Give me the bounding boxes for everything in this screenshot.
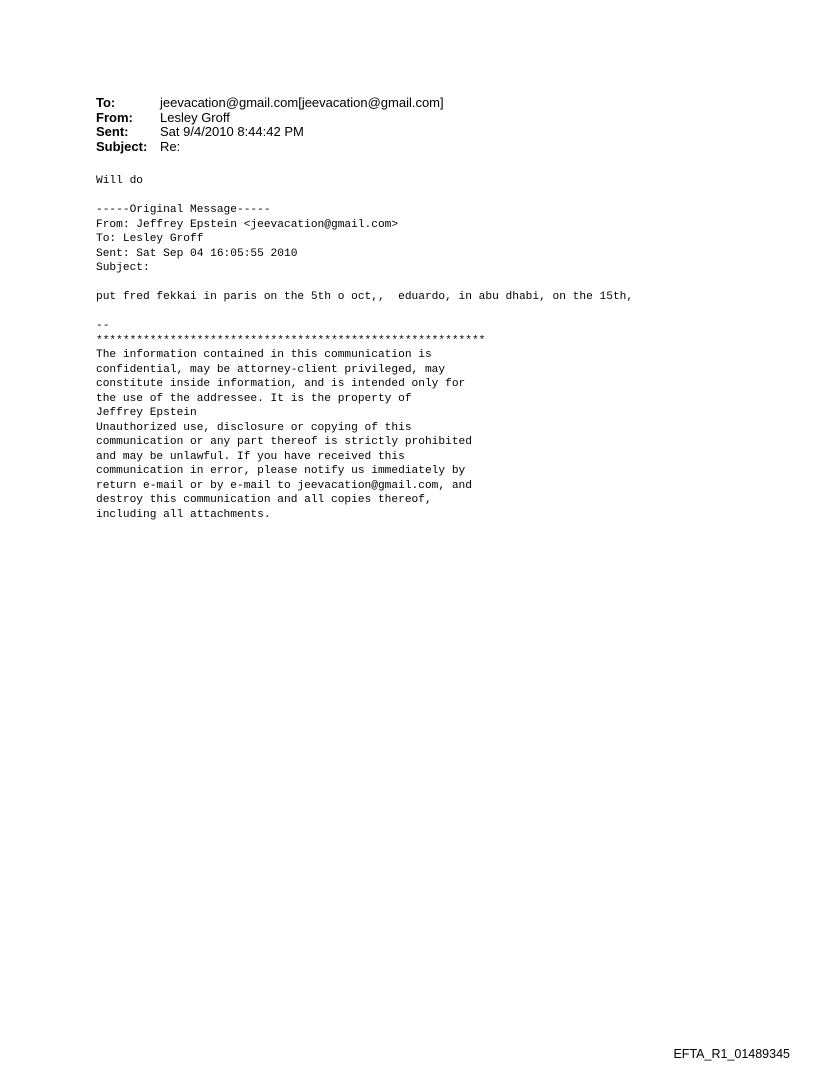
- spacer: [96, 305, 633, 320]
- to-label: To:: [96, 95, 116, 110]
- original-message-separator: -----Original Message-----: [96, 204, 271, 216]
- from-row: [96, 111, 444, 126]
- signature-star-divider: **********************************************************: [96, 334, 486, 347]
- original-subject-line: Subject:: [96, 262, 150, 274]
- disclaimer-line: confidential, may be attorney-client privileged, may: [96, 363, 446, 376]
- email-body: [96, 174, 633, 522]
- sent-row: [96, 125, 444, 140]
- disclaimer-line: communication in error, please notify us immediately by: [96, 465, 466, 477]
- original-from-line: From: Jeffrey Epstein <jeevacation@gmail.com>: [96, 218, 399, 231]
- subject-value: Re:: [160, 138, 181, 154]
- signature-dashes: --: [96, 320, 110, 332]
- to-value: jeevacation@gmail.com[jeevacation@gmail.com]: [160, 95, 444, 110]
- original-sent-line: Sent: Sat Sep 04 16:05:55 2010: [96, 247, 298, 260]
- disclaimer-line: return e-mail or by e-mail to jeevacation@gmail.com, and: [96, 479, 472, 492]
- disclaimer-line: and may be unlawful. If you have received this: [96, 450, 405, 463]
- disclaimer-line: the use of the addressee. It is the property of: [96, 392, 412, 405]
- disclaimer-line: communication or any part thereof is strictly prohibited: [96, 436, 472, 448]
- subject-label: Subject:: [96, 138, 148, 154]
- disclaimer-line: Jeffrey Epstein: [96, 407, 197, 419]
- sent-value: Sat 9/4/2010 8:44:42 PM: [160, 124, 304, 139]
- reply-text: Will do: [96, 175, 143, 187]
- email-header: [96, 96, 444, 154]
- disclaimer-line: including all attachments.: [96, 508, 271, 521]
- to-row: [96, 96, 444, 111]
- spacer: [96, 276, 633, 291]
- document-id: EFTA_R1_01489345: [673, 1047, 790, 1061]
- confidentiality-disclaimer: [96, 348, 633, 522]
- subject-row: [96, 140, 444, 155]
- spacer: [96, 189, 633, 204]
- disclaimer-line: destroy this communication and all copies thereof,: [96, 494, 432, 506]
- from-label: From:: [96, 109, 133, 125]
- disclaimer-line: Unauthorized use, disclosure or copying of this: [96, 421, 412, 434]
- original-message-text: put fred fekkai in paris on the 5th o oct,, eduardo, in abu dhabi, on the 15th,: [96, 291, 634, 303]
- sent-label: Sent:: [96, 124, 129, 139]
- from-value: Lesley Groff: [160, 109, 230, 125]
- disclaimer-line: The information contained in this communication is: [96, 349, 432, 361]
- disclaimer-line: constitute inside information, and is intended only for: [96, 378, 466, 390]
- original-to-line: To: Lesley Groff: [96, 233, 204, 245]
